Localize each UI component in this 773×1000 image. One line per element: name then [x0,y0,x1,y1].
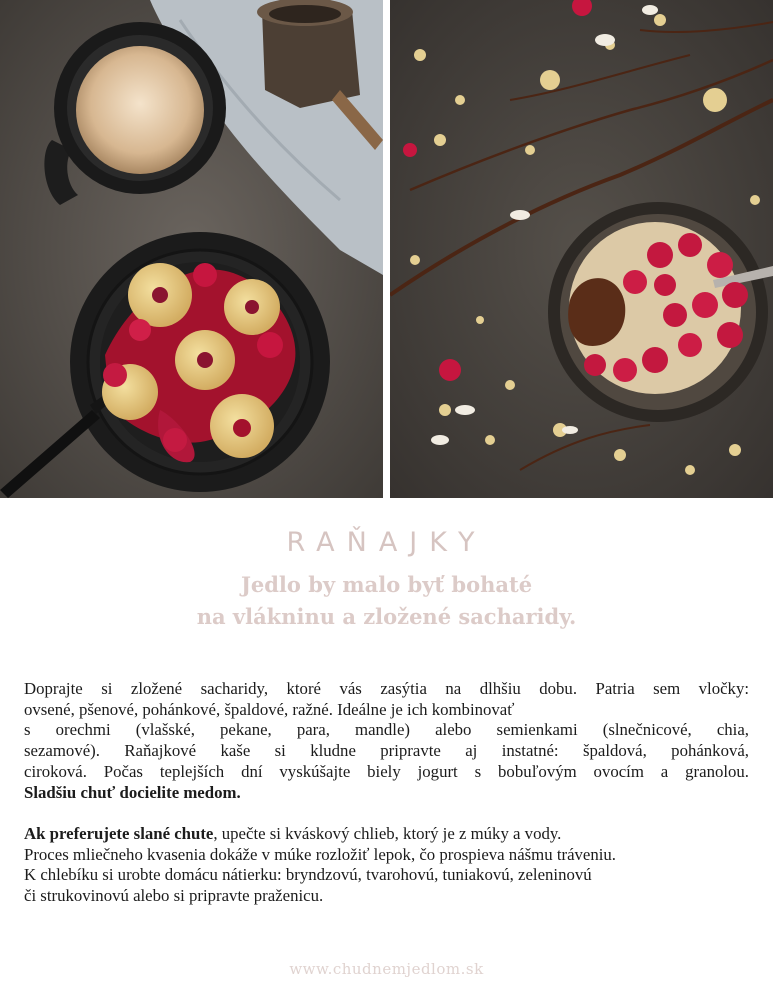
breakfast-photo-coffee-fritters [0,0,383,498]
paragraph-savory-breakfast [24,824,749,907]
paragraph-sweet-breakfast [24,679,749,803]
highlight-honey: Sladšiu chuť docielite medom. [24,782,241,802]
paragraph-line: sezamové). Raňajkové kaše si kludne pripravte aj instatné: špaldová, pohánková, [24,741,749,761]
highlight-savory: Ak preferujete slané chute [24,824,214,843]
paragraph-line: Proces mliečneho kvasenia dokáže v múke rozložiť lepok, čo prospieva nášmu tráveniu. [24,844,616,864]
breakfast-photo-granola-bowl [390,0,773,498]
subtitle-line-1: Jedlo by malo byť bohaté [240,572,533,597]
paragraph-line: Doprajte si zložené sacharidy, ktoré vás zasýtia na dlhšiu dobu. Patria sem vločky: [24,679,749,698]
paragraph-line: K chlebíku si urobte domácu nátierku: bryndzovú, tvarohovú, tuniakovú, zeleninovú [24,865,592,885]
footer-website: www.chudnemjedlom.sk [289,960,484,978]
paragraph-line: či strukovinovú alebo si pripravte praženicu. [24,886,324,906]
paragraph-line-rest: , upečte si kváskový chlieb, ktorý je z múky a vody. [213,824,562,843]
paragraph-line: ovsené, pšenové, pohánkové, špaldové, ražné. Ideálne je ich kombinovať [24,699,515,719]
paragraph-line: s orechmi (vlašské, pekane, para, mandle) alebo semienkami (slnečnicové, chia, [24,720,749,740]
paragraph-line: ciroková. Počas teplejších dní vyskúšajte biely jogurt s bobuľovým ovocím a granolou. [24,761,749,781]
page-title: RAŇAJKY [286,527,487,558]
subtitle-line-2: na vlákninu a zložené sacharidy. [196,604,577,629]
